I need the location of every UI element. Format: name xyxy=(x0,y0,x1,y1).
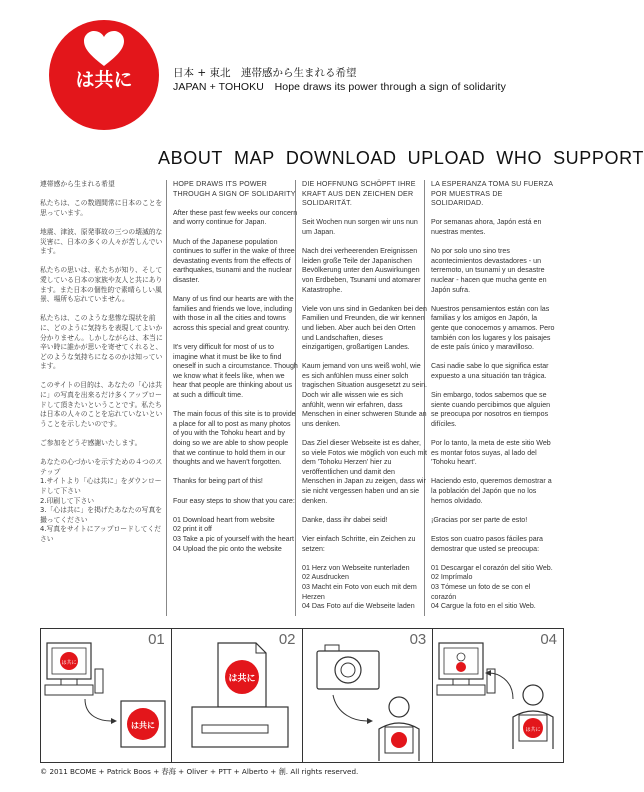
ja-paragraph: 地震、津波、原発事故の三つの壊滅的な災害に、日本の多くの人々が苦しんでいます。 xyxy=(40,227,163,256)
step-upload xyxy=(433,629,563,762)
de-paragraph: Danke, dass ihr dabei seid! xyxy=(302,515,388,524)
footer-copyright: © 2011 BCOME + Patrick Boos + 春海 + Oliver + PTT + Alberto + 創. All rights reserved. xyxy=(40,767,359,776)
es-paragraph: No por solo uno sino tres acontecimientos devastadores - un terremoto, un tsunami y un desastre nuclear - hacen que mucha gente en Japón sufra. xyxy=(431,247,547,294)
de-paragraph: Vier einfach Schritte, ein Zeichen zu setzen: xyxy=(302,534,416,553)
nav-upload[interactable]: UPLOAD xyxy=(407,148,486,168)
logo xyxy=(49,20,159,130)
ja-steps: あなたの心づかいを示すための４つのステップ 1.サイトより「心は共に」をダウンロードして下さい 2.印刷して下さい 3.「心は共に」を掲げたあなたの写真を撮ってください 4.写真をサイトにアップロードしてください xyxy=(40,458,163,543)
ja-heading: 連帯感から生まれる希望 xyxy=(40,180,115,188)
upload-illustration xyxy=(433,629,563,762)
title-japanese: 日本 + 東北 連帯感から生まれる希望 xyxy=(173,67,357,79)
en-paragraph: Thanks for being part of this! xyxy=(173,477,263,486)
column-german xyxy=(302,180,427,621)
en-heading: HOPE DRAWS ITS POWER THROUGH A SIGN OF SOLIDARITY xyxy=(173,180,296,198)
step-number: 04 xyxy=(540,631,557,648)
es-paragraph: Haciendo esto, queremos demostrar a la población del Japón que no los hemos olvidado. xyxy=(431,477,552,505)
column-english xyxy=(173,180,298,564)
printer-illustration xyxy=(172,629,302,762)
nav-who[interactable]: WHO xyxy=(496,148,543,168)
computer-download-illustration xyxy=(41,629,171,762)
logo-text: は共に xyxy=(75,69,133,91)
camera-illustration xyxy=(303,629,433,762)
step-number: 02 xyxy=(278,631,296,648)
page-title xyxy=(173,66,506,94)
en-paragraph: Many of us find our hearts are with the families and friends we love, including with those in all the cities and towns across this special and great country. xyxy=(173,295,294,332)
step-number: 03 xyxy=(409,631,427,648)
de-paragraph: Nach drei verheerenden Ereignissen leiden große Teile der Japanischen Bevölkerung unter den Auswirkungen von Erdbeben, Tsunami und atomarer Katastrophe. xyxy=(302,247,421,294)
nav-about[interactable]: ABOUT xyxy=(158,148,224,168)
heart-icon xyxy=(83,30,125,68)
column-japanese xyxy=(40,180,165,554)
es-paragraph: Estos son cuatro pasos fáciles para demostrar que usted se preocupa: xyxy=(431,534,543,553)
de-paragraph: Seit Wochen nun sorgen wir uns nun um Japan. xyxy=(302,218,418,236)
nav-map[interactable]: MAP xyxy=(234,148,275,168)
es-heading: LA ESPERANZA TOMA SU FUERZA POR MUESTRAS DE SOLIDARIDAD. xyxy=(431,180,553,208)
step-heart-text: は共に xyxy=(61,660,77,666)
nav-support[interactable]: SUPPORT xyxy=(553,148,644,168)
de-steps: 01 Herz von Webseite runterladen 02 Ausdrucken 03 Macht ein Foto von euch mit dem Herzen 04 Das Foto auf die Webseite laden xyxy=(302,563,417,611)
ja-paragraph: このサイトの目的は、あなたの「心は共に」の写真を出来るだけ多くアップロードして頂きたいということです。私たちは日本の人々のことを忘れていないということを示したいのです。 xyxy=(40,381,163,428)
ja-paragraph: 私たちは、このような悲惨な現状を前に、どのように気持ちを表現してよいか分かりません。しかしながらは、本当に辛い時に誰かが思いを寄せてくれると、どのような気持ちになるのかは知っています。 xyxy=(40,314,163,371)
es-paragraph: Por semanas ahora, Japón está en nuestras mentes. xyxy=(431,218,542,236)
es-paragraph: Casi nadie sabe lo que significa estar expuesto a una situación tan trágica. xyxy=(431,362,549,380)
de-paragraph: Viele von uns sind in Gedanken bei den Familien und Freunden, die wir kennen und lieben. Aber auch bei den Orten und Landschaften, dieses einzigartigen, großartigen Landes. xyxy=(302,304,427,352)
column-spanish xyxy=(431,180,556,621)
title-english: JAPAN + TOHOKU Hope draws its power through a sign of solidarity xyxy=(173,81,506,93)
de-heading: DIE HOFFNUNG SCHÖPFT IHRE KRAFT AUS DEN ZEICHEN DER SOLIDARITÄT. xyxy=(302,180,416,208)
es-paragraph: Sin embargo, todos sabemos que se siente cuando percibimos que alguien se preocupa por nosotros en tiempos difíciles. xyxy=(431,391,551,428)
ja-paragraph: ご参加をどうぞ感謝いたします。 xyxy=(40,439,142,448)
step-photo xyxy=(303,629,434,762)
de-paragraph: Kaum jemand von uns weiß wohl, wie es sich anfühlen muss einer solch tragischen Situation ausgesetzt zu sein. Doch wir alle wissen wie es sich anfühlt, wenn wir erfahren, dass Menschen in einer schweren Stunde an uns denken. xyxy=(302,362,428,428)
es-paragraph: Por lo tanto, la meta de este sitio Web es montar fotos suyas, al lado del 'Tohoku heart'. xyxy=(431,439,551,467)
ja-paragraph: 私たちの思いは、私たちが知り、そして愛している日本の家族や友人と共にあります。また日本の個性的で素晴らしい風景、場所も忘れていません。 xyxy=(40,266,163,304)
step-print xyxy=(172,629,303,762)
step-number: 01 xyxy=(148,631,165,648)
en-paragraph: Much of the Japanese population continues to suffer in the wake of three devastating events from the effects of earthquakes, tsunami and the nuclear disaster. xyxy=(173,237,295,284)
step-heart-text: は共に xyxy=(228,674,256,684)
en-paragraph: It's very difficult for most of us to imagine what it must be like to find oneself in such a circumstance. Though we know what it feels like, when we hear that people are thinking about us at such a difficult time. xyxy=(173,343,298,400)
step-heart-text: は共に xyxy=(131,721,155,730)
en-paragraph: Four easy steps to show that you care: xyxy=(173,496,295,505)
step-download xyxy=(41,629,172,762)
en-paragraph: The main focus of this site is to provide a place for all to post as many photos of you with the Tohoku heart and by doing so we are able to show people that we continue to hold them in our thoughts and we haven't forgotten. xyxy=(173,410,296,467)
column-divider xyxy=(166,180,167,616)
ja-paragraph: 私たちは、この数週間常に日本のことを思っています。 xyxy=(40,199,163,217)
en-paragraph: After these past few weeks our concern and worry continue for Japan. xyxy=(173,208,298,227)
main-nav xyxy=(158,148,644,169)
step-heart-text: は共に xyxy=(525,727,541,733)
en-steps: 01 Download heart from website 02 print it off 03 Take a pic of yourself with the heart 04 Upload the pic onto the website xyxy=(173,515,294,553)
es-steps: 01 Descargar el corazón del sitio Web. 02 Imprímalo 03 Tómese un foto de se con el corazón 04 Cargue la foto en el sitio Web. xyxy=(431,563,553,611)
es-paragraph: Nuestros pensamientos están con las familias y los amigos en Japón, la gente que conocemos y amamos. Pero también con los lugares y los paisajes de este país único y maravilloso. xyxy=(431,304,555,352)
steps-strip xyxy=(40,628,564,763)
de-paragraph: Das Ziel dieser Webseite ist es daher, so viele Fotos wie möglich von euch mit dem 'Tohoku Herzen' hier zu veröffentlichen und damit den Menschen in Japan zu zeigen, dass wir sie nicht vergessen haben und an sie denken. xyxy=(302,439,427,505)
nav-download[interactable]: DOWNLOAD xyxy=(285,148,397,168)
es-paragraph: ¡Gracias por ser parte de esto! xyxy=(431,515,528,524)
